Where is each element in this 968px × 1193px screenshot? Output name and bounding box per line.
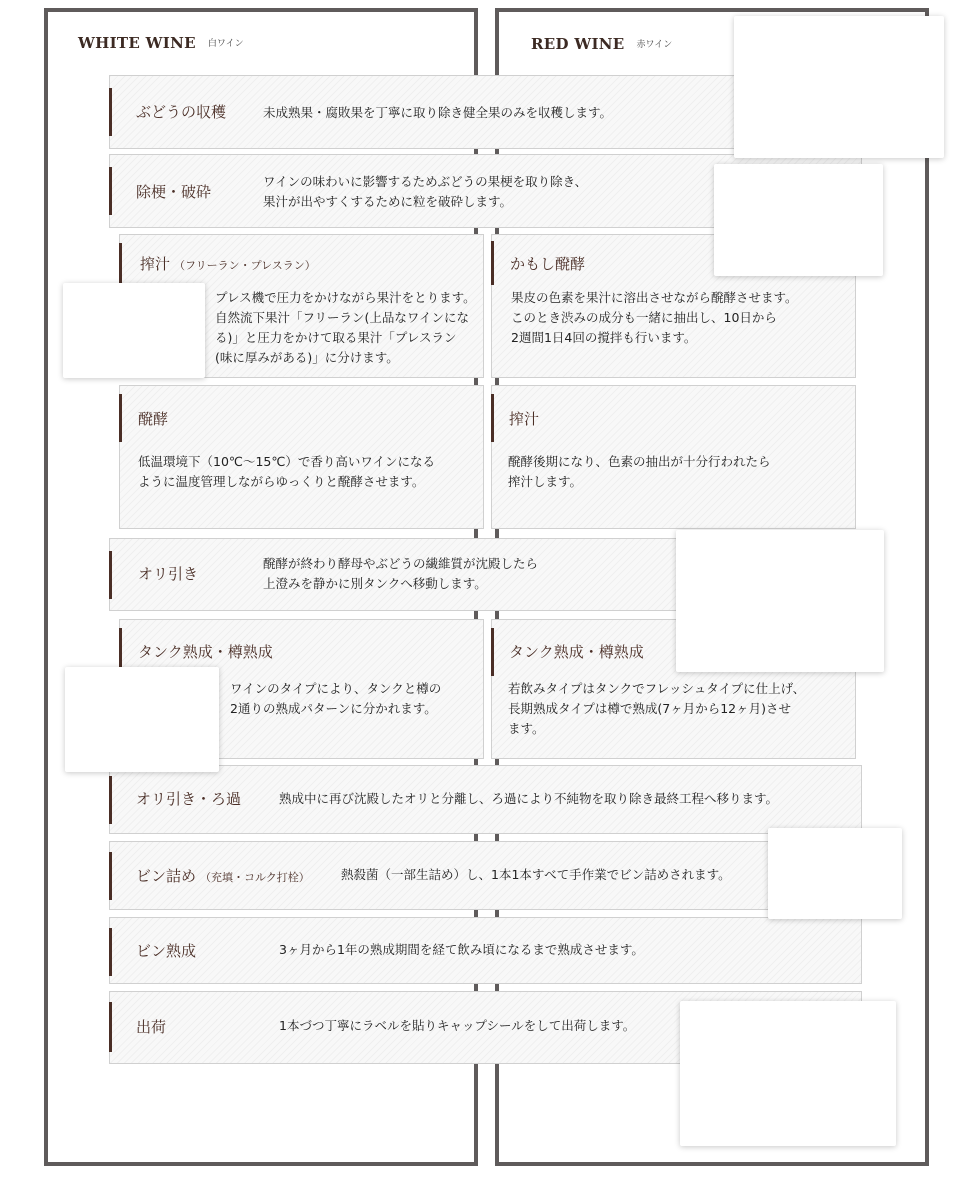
step-title: ビン熟成: [136, 942, 197, 960]
step-description: ワインの味わいに影響するためぶどうの果梗を取り除き、 果汁が出やすくするために粒を破砕します。: [263, 174, 588, 209]
step-description: 熟成中に再び沈殿したオリと分離し、ろ過により不純物を取り除き最終工程へ移ります。: [279, 791, 779, 806]
step-pressing-red: [491, 385, 856, 529]
step-title: 除梗・破砕: [136, 183, 212, 201]
step-bottle-aging: [109, 917, 862, 984]
decorative-card: [768, 828, 902, 919]
step-title: ビン詰め （充填・コルク打栓）: [136, 867, 310, 885]
step-description: 1本づつ丁寧にラベルを貼りキャップシールをして出荷します。: [279, 1018, 636, 1033]
white-wine-title-jp: 白ワイン: [207, 39, 244, 49]
step-title: 搾汁 （フリーラン・プレスラン）: [140, 255, 316, 273]
step-title: ぶどうの収穫: [136, 103, 227, 121]
step-title: オリ引き: [138, 565, 199, 583]
step-description: プレス機で圧力をかけながら果汁をとります。 自然流下果汁「フリーラン(上品なワインにな る)」と圧力をかけて取る果汁「プレスラン (味に厚みがある)」に分けます。: [215, 290, 476, 365]
step-title: 搾汁: [509, 410, 540, 428]
step-bottling: [109, 841, 862, 910]
step-title: かもし醗酵: [510, 255, 586, 273]
step-subtitle: （充填・コルク打栓）: [200, 871, 310, 884]
step-description: 3ヶ月から1年の熟成期間を経て飲み頃になるまで熟成させます。: [279, 942, 644, 957]
decorative-card: [680, 1001, 896, 1146]
step-description: 醗酵後期になり、色素の抽出が十分行われたら 搾汁します。: [508, 454, 771, 489]
step-title: タンク熟成・樽熟成: [138, 643, 273, 661]
step-subtitle: （フリーラン・プレスラン）: [174, 259, 316, 272]
step-title: 出荷: [136, 1018, 167, 1036]
step-description: 醗酵が終わり酵母やぶどうの繊維質が沈殿したら 上澄みを静かに別タンクへ移動します。: [263, 556, 539, 591]
decorative-card: [63, 283, 205, 378]
red-wine-title-jp: 赤ワイン: [636, 40, 673, 50]
step-description: 未成熟果・腐敗果を丁寧に取り除き健全果のみを収穫します。: [263, 105, 613, 120]
white-wine-heading: [78, 33, 244, 52]
step-fermentation-white: [119, 385, 484, 529]
red-wine-title: RED WINE: [531, 35, 625, 53]
step-title: 醗酵: [138, 410, 169, 428]
decorative-card: [714, 164, 883, 276]
red-wine-heading: [531, 34, 672, 53]
step-description: 熱殺菌（一部生詰め）し、1本1本すべて手作業でビン詰めされます。: [341, 867, 731, 882]
step-title: オリ引き・ろ過: [136, 790, 242, 808]
white-wine-title: WHITE WINE: [78, 34, 196, 52]
step-description: 果皮の色素を果汁に溶出させながら醗酵させます。 このとき渋みの成分も一緒に抽出し、10日から 2週間1日4回の撹拌も行います。: [511, 290, 798, 345]
step-description: 低温環境下（10℃～15℃）で香り高いワインになる ように温度管理しながらゆっくりと醗酵させます。: [138, 454, 436, 489]
step-description: 若飲みタイプはタンクでフレッシュタイプに仕上げ、 長期熟成タイプは樽で熟成(7ヶ月から12ヶ月)させ ます。: [508, 681, 806, 736]
decorative-card: [734, 16, 944, 158]
decorative-card: [65, 667, 219, 772]
step-title: タンク熟成・樽熟成: [509, 643, 644, 661]
decorative-card: [676, 530, 884, 672]
step-filtration: [109, 765, 862, 834]
step-description: ワインのタイプにより、タンクと樽の 2通りの熟成パターンに分かれます。: [230, 681, 442, 716]
